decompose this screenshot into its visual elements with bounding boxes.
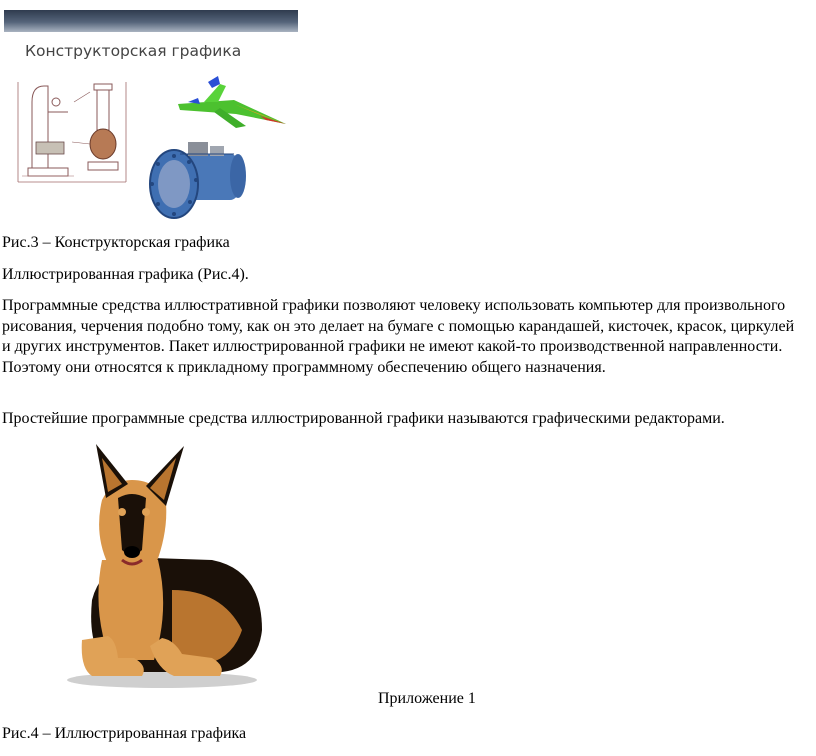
slide-title-bar <box>4 10 298 32</box>
slide-title: Конструкторская графика <box>25 42 242 60</box>
figure-3-caption: Рис.3 – Конструкторская графика <box>2 234 230 251</box>
technical-drawing-image <box>14 72 134 188</box>
paragraph-1: Программные средства иллюстративной графики позволяют человеку использовать компьютер для произвольного рисования, черчения подобно тому, как он это делает на бумаге с помощью карандашей, кисточек, красок, циркулей и других инструментов. Пакет иллюстрированной графики не имеют какой-то производственной направленности. Поэтому они относятся к прикладному программному обеспечению общего назначения. <box>2 297 795 376</box>
engine-model-image <box>144 134 254 226</box>
figure-4-caption: Рис.4 – Иллюстрированная графика <box>2 725 247 742</box>
slide-thumbnail <box>4 10 298 220</box>
appendix-label: Приложение 1 <box>378 690 476 707</box>
figure-4-intro: Иллюстрированная графика (Рис.4). <box>2 266 249 283</box>
dog-illustration-image <box>62 440 272 690</box>
paragraph-2: Простейшие программные средства иллюстрированной графики называются графическими редакторами. <box>2 410 725 427</box>
aircraft-model-image <box>174 74 296 136</box>
